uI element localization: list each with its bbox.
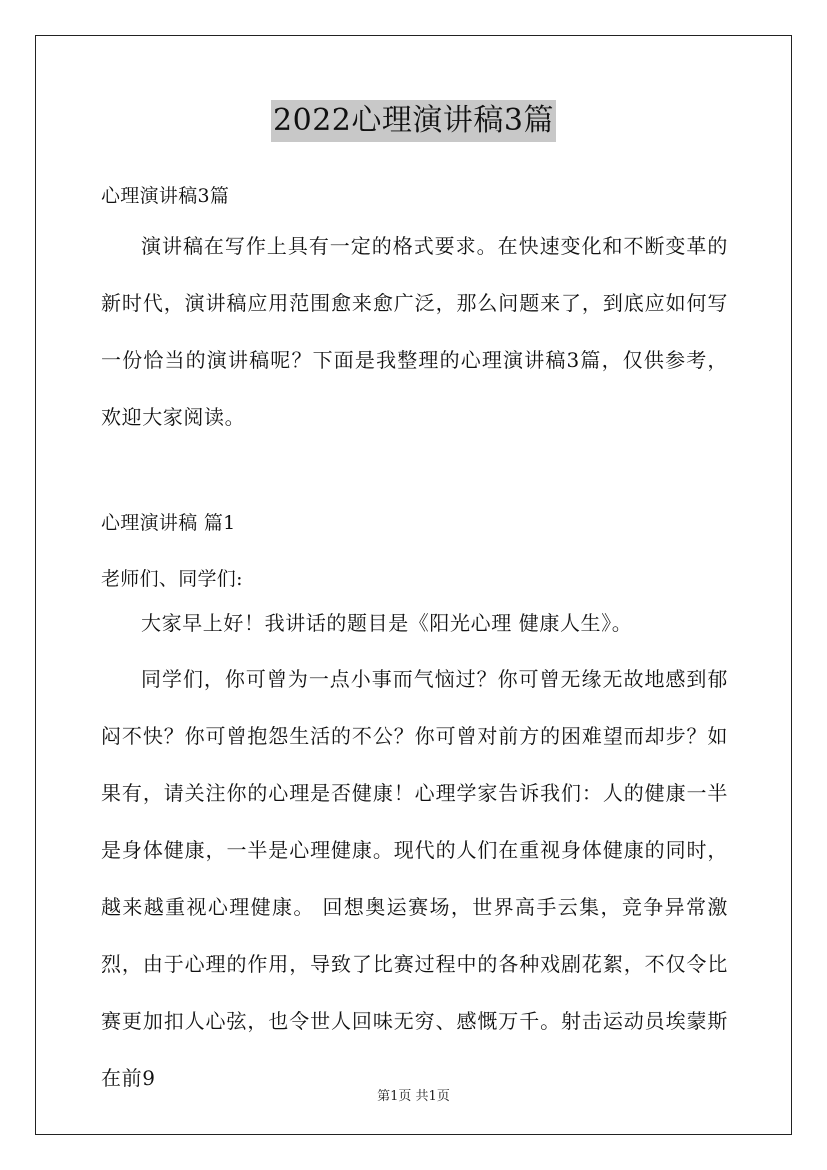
subtitle: 心理演讲稿3篇 [101, 185, 230, 207]
body-paragraph: 同学们，你可曾为一点小事而气恼过？你可曾无缘无故地感到郁闷不快？你可曾抱怨生活的不公？你可曾对前方的困难望而却步？如果有，请关注你的心理是否健康！心理学家告诉我们：人的健康一半是身体健康，一半是心理健康。现代的人们在重视身体健康的同时，越来越重视心理健康。 回想奥运赛场，世界高手云集，竞争异常激烈，由于心理的作用，导致了比赛过程中的各种戏剧花絮，不仅令比赛更加扣人心弦，也令世人回味无穷、感慨万千。射击运动员埃蒙斯在前9 [101, 667, 728, 1090]
title-container [0, 100, 827, 142]
document-title: 2022心理演讲稿3篇 [271, 100, 556, 142]
intro-paragraph: 演讲稿在写作上具有一定的格式要求。在快速变化和不断变革的新时代，演讲稿应用范围愈来愈广泛，那么问题来了，到底应如何写一份恰当的演讲稿呢？下面是我整理的心理演讲稿3篇，仅供参考，欢迎大家阅读。 [101, 234, 728, 429]
greeting-paragraph: 大家早上好！我讲话的题目是《阳光心理 健康人生》。 [141, 611, 633, 635]
page-footer: 第1页 共1页 [377, 1089, 450, 1104]
section-heading: 心理演讲稿 篇1 [101, 512, 236, 534]
salutation: 老师们、同学们: [101, 568, 243, 590]
